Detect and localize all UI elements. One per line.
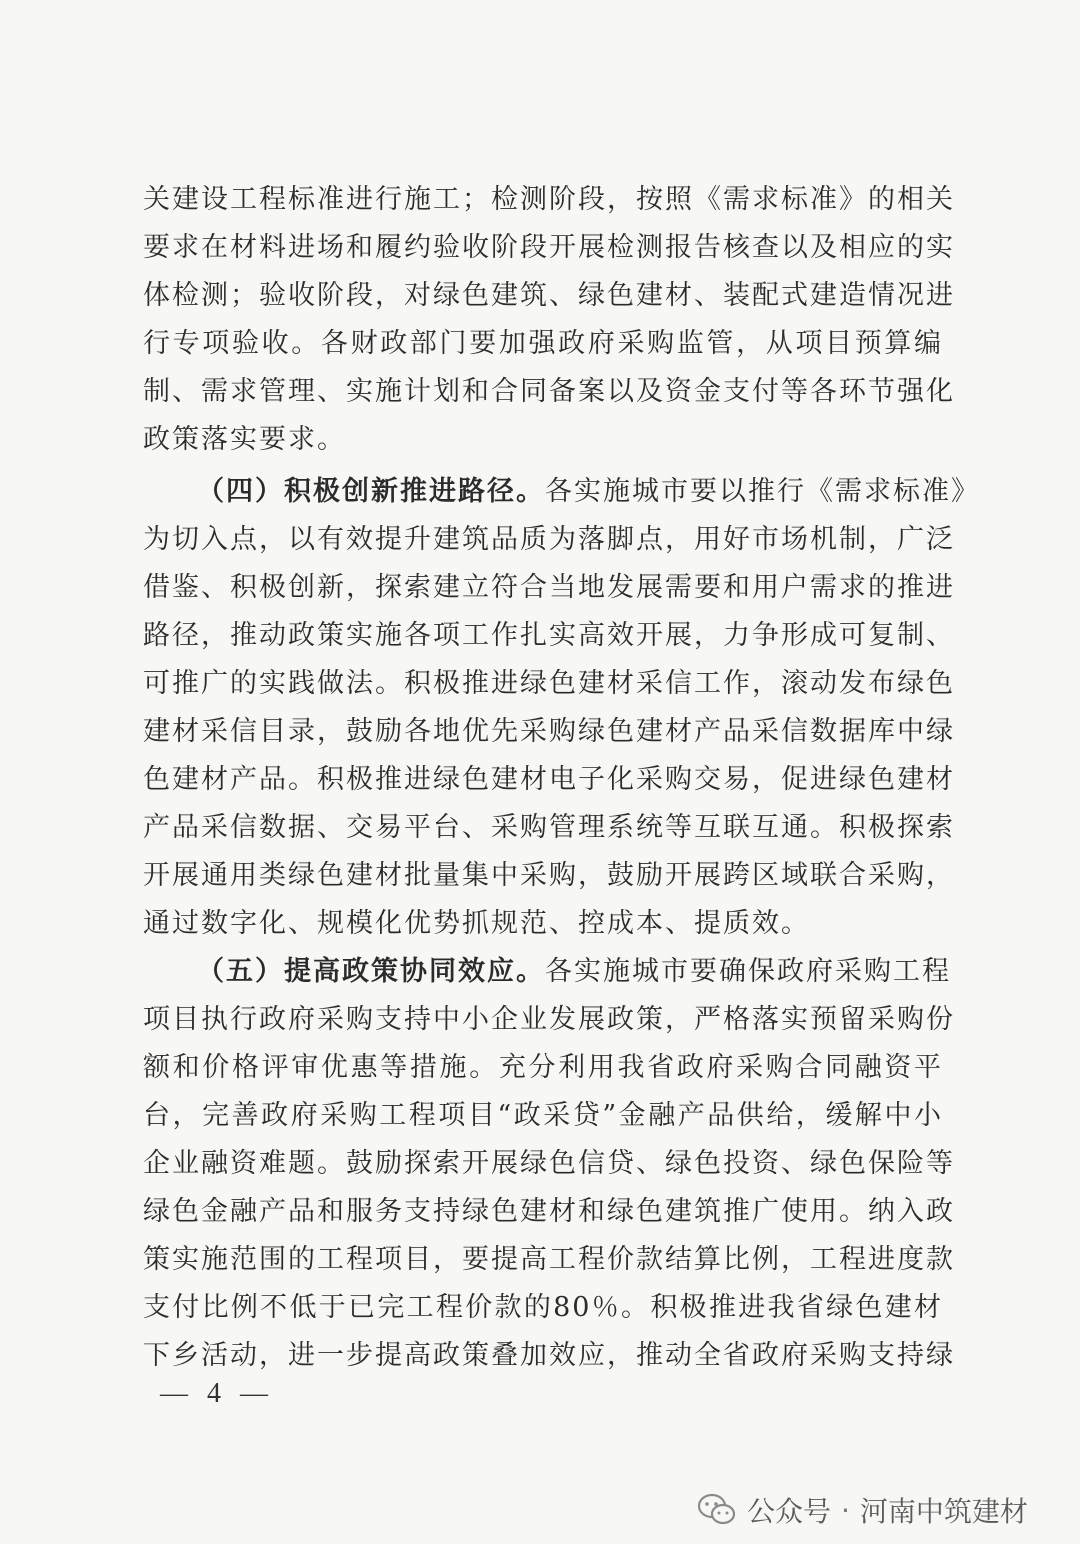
section-heading-4: （四）积极创新推进路径。	[197, 476, 545, 507]
text-line: 项目执行政府采购支持中小企业发展政策，严格落实预留采购份	[143, 1004, 955, 1035]
text-line: 路径，推动政策实施各项工作扎实高效开展，力争形成可复制、	[143, 620, 955, 651]
text-line: 色建材产品。积极推进绿色建材电子化采购交易，促进绿色建材	[143, 764, 955, 795]
watermark-label: 公众号	[747, 1495, 832, 1528]
text-line: 政策落实要求。	[143, 424, 346, 455]
text-line: 可推广的实践做法。积极推进绿色建材采信工作，滚动发布绿色	[143, 668, 955, 699]
text-line: 额和价格评审优惠等措施。充分利用我省政府采购合同融资平	[143, 1052, 943, 1083]
watermark-account: 河南中筑建材	[859, 1495, 1028, 1528]
text-line: 借鉴、积极创新，探索建立符合当地发展需要和用户需求的推进	[143, 572, 955, 603]
text-line: 台，完善政府采购工程项目“政采贷”金融产品供给，缓解中小	[143, 1100, 943, 1131]
text-line: 绿色金融产品和服务支持绿色建材和绿色建筑推广使用。纳入政	[143, 1196, 955, 1227]
text-line: 企业融资难题。鼓励探索开展绿色信贷、绿色投资、绿色保险等	[143, 1148, 955, 1179]
page-number: — 4 —	[160, 1378, 274, 1409]
watermark	[697, 1488, 1028, 1532]
text-line: 通过数字化、规模化优势抓规范、控成本、提质效。	[143, 908, 810, 939]
text-line: 产品采信数据、交易平台、采购管理系统等互联互通。积极探索	[143, 812, 955, 843]
text-line: 体检测；验收阶段，对绿色建筑、绿色建材、装配式建造情况进	[143, 280, 955, 311]
watermark-separator: ·	[841, 1493, 850, 1527]
text-line: 下乡活动，进一步提高政策叠加效应，推动全省政府采购支持绿	[143, 1340, 955, 1371]
text-line: 支付比例不低于已完工程价款的80％。积极推进我省绿色建材	[143, 1292, 943, 1323]
text-line: 策实施范围的工程项目，要提高工程价款结算比例，工程进度款	[143, 1244, 955, 1275]
text-line: 行专项验收。各财政部门要加强政府采购监管，从项目预算编	[143, 328, 943, 359]
text-span: 各实施城市要确保政府采购工程	[545, 956, 951, 987]
paragraph-heading-line	[197, 468, 980, 516]
paragraph-heading-line	[197, 948, 951, 996]
wechat-icon	[697, 1492, 737, 1528]
text-line: 要求在材料进场和履约验收阶段开展检测报告核查以及相应的实	[143, 232, 955, 263]
section-heading-5: （五）提高政策协同效应。	[197, 956, 545, 987]
text-line: 开展通用类绿色建材批量集中采购，鼓励开展跨区域联合采购，	[143, 860, 955, 891]
text-line: 制、需求管理、实施计划和合同备案以及资金支付等各环节强化	[143, 376, 955, 407]
text-line: 为切入点，以有效提升建筑品质为落脚点，用好市场机制，广泛	[143, 524, 955, 555]
text-line: 建材采信目录，鼓励各地优先采购绿色建材产品采信数据库中绿	[143, 716, 955, 747]
text-line: 关建设工程标准进行施工；检测阶段，按照《需求标准》的相关	[143, 184, 955, 215]
text-span: 各实施城市要以推行《需求标准》	[545, 476, 980, 507]
